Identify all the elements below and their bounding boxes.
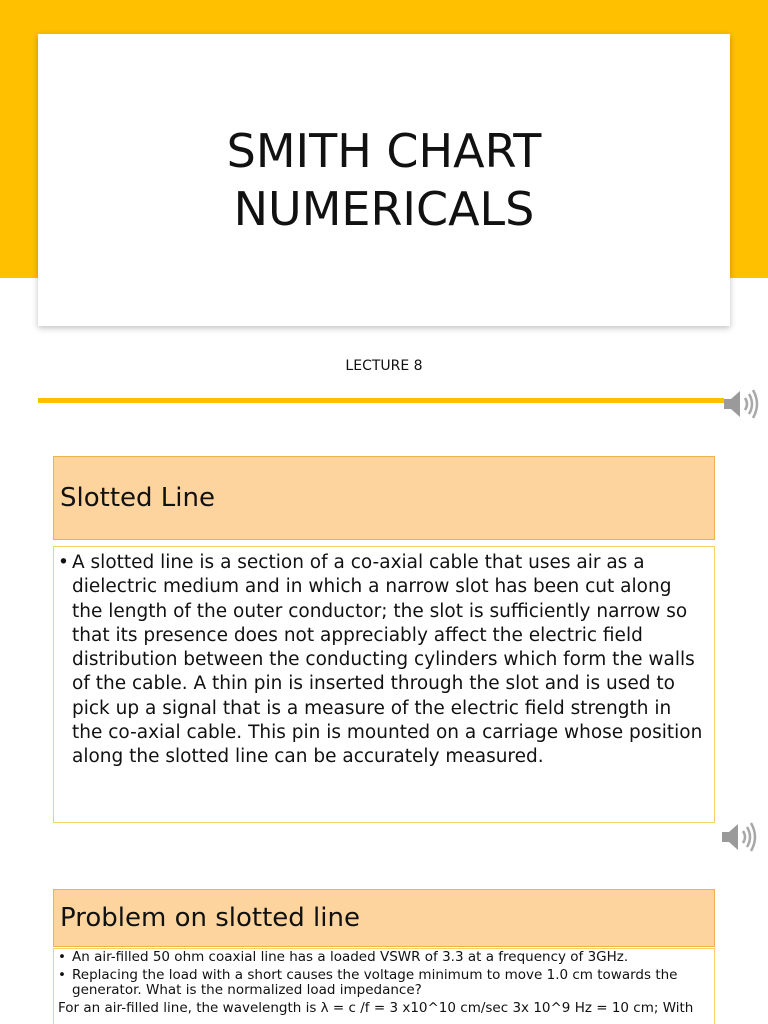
list-item xyxy=(58,968,710,998)
bullet-marker: • xyxy=(58,552,69,573)
bullet-marker: • xyxy=(58,967,66,983)
section-body-slotted-line xyxy=(53,546,715,823)
problem-paragraph: For an air-filled line, the wavelength is λ = c /f = 3 x10^10 cm/sec 3x 10^9 Hz = 10 cm; With xyxy=(58,1000,694,1016)
slide-title-line-2: NUMERICALS xyxy=(233,182,535,236)
slide-subtitle: LECTURE 8 xyxy=(345,358,423,374)
bullet-text: Replacing the load with a short causes the voltage minimum to move 1.0 cm towards the generator. What is the normalized load impedance? xyxy=(72,967,678,998)
list-item xyxy=(58,551,706,770)
list-item xyxy=(58,950,710,965)
bullet-text: A slotted line is a section of a co-axial cable that uses air as a dielectric medium and in which a narrow slot has been cut along the length of the outer conductor; the slot is sufficiently narrow so that its presence does not appreciably affect the electric field distribution between the conducting cylinders which form the walls of the cable. A thin pin is inserted through the slot and is used to pick up a signal that is a measure of the electric field strength in the co-axial cable. This pin is mounted on a carriage whose position along the slotted line can be accurately measured. xyxy=(72,552,703,768)
bullet-marker: • xyxy=(58,949,66,965)
section-header-slotted-line: Slotted Line xyxy=(53,456,715,540)
slide-title xyxy=(227,122,542,238)
accent-divider xyxy=(38,398,724,403)
bullet-text: An air-filled 50 ohm coaxial line has a loaded VSWR of 3.3 at a frequency of 3GHz. xyxy=(72,949,629,965)
speaker-icon[interactable] xyxy=(718,817,758,857)
section-header-problem: Problem on slotted line xyxy=(53,889,715,947)
title-card xyxy=(38,34,730,326)
section-body-problem xyxy=(53,948,715,1024)
slide-title-line-1: SMITH CHART xyxy=(226,124,542,178)
speaker-icon[interactable] xyxy=(720,384,760,424)
